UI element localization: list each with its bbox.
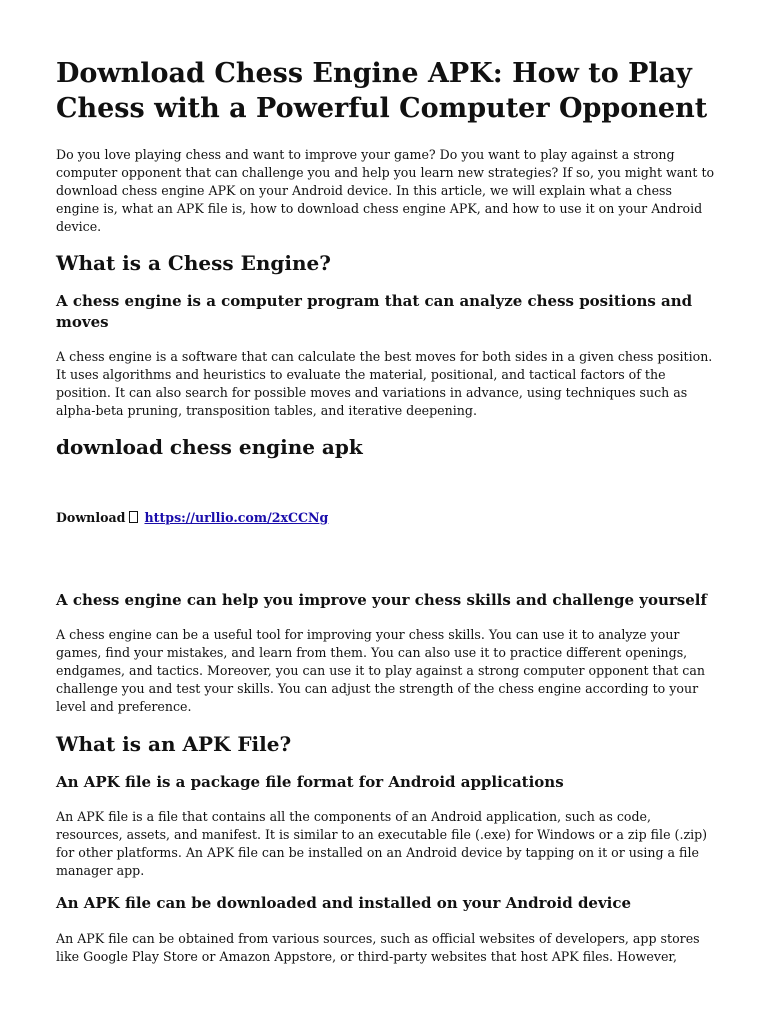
- subheading-chess-engine-benefits: A chess engine can help you improve your chess skills and challenge yourself: [56, 591, 707, 609]
- missing-glyph-icon: [129, 511, 138, 523]
- subheading-chess-engine-definition: A chess engine is a computer program that can analyze chess positions and moves: [56, 292, 693, 331]
- intro-paragraph: Do you love playing chess and want to improve your game? Do you want to play against a strong computer opponent that can challenge you and help you learn new strategies? If so, you might want to download chess engine APK on your Android device. In this article, we will explain what a chess engine is, what an APK file is, how to download chess engine APK, and how to use it on your Android device.: [56, 147, 715, 234]
- subheading-apk-definition: An APK file is a package file format for Android applications: [56, 773, 564, 791]
- paragraph-apk-download: An APK file can be obtained from various sources, such as official websites of developers, app stores like Google Play Store or Amazon Appstore, or third-party websites that host APK files. However,: [56, 931, 700, 964]
- section-heading-apk-file: What is an APK File?: [56, 732, 292, 756]
- section-heading-chess-engine: What is a Chess Engine?: [56, 251, 331, 275]
- download-label: Download: [56, 510, 126, 525]
- download-line: [56, 509, 328, 527]
- subheading-apk-download: An APK file can be downloaded and installed on your Android device: [56, 894, 632, 912]
- keyword-heading: download chess engine apk: [56, 435, 363, 459]
- page-title: Download Chess Engine APK: How to Play Chess with a Powerful Computer Opponent: [56, 58, 708, 124]
- paragraph-apk-definition: An APK file is a file that contains all the components of an Android application, such as code, resources, assets, and manifest. It is similar to an executable file (.exe) for Windows or a zip file (.zip) for other platforms. An APK file can be installed on an Android device by tapping on it or using a file manager app.: [56, 809, 708, 878]
- paragraph-chess-engine-definition: A chess engine is a software that can calculate the best moves for both sides in a given chess position. It uses algorithms and heuristics to evaluate the material, positional, and tactical factors of the position. It can also search for possible moves and variations in advance, using techniques such as alpha-beta pruning, transposition tables, and iterative deepening.: [56, 349, 713, 418]
- paragraph-chess-engine-benefits: A chess engine can be a useful tool for improving your chess skills. You can use it to analyze your games, find your mistakes, and learn from them. You can also use it to practice different openings, endgames, and tactics. Moreover, you can use it to play against a strong computer opponent that can challenge you and test your skills. You can adjust the strength of the chess engine according to your level and preference.: [56, 627, 705, 714]
- download-link[interactable]: https://urllio.com/2xCCNg: [144, 510, 329, 525]
